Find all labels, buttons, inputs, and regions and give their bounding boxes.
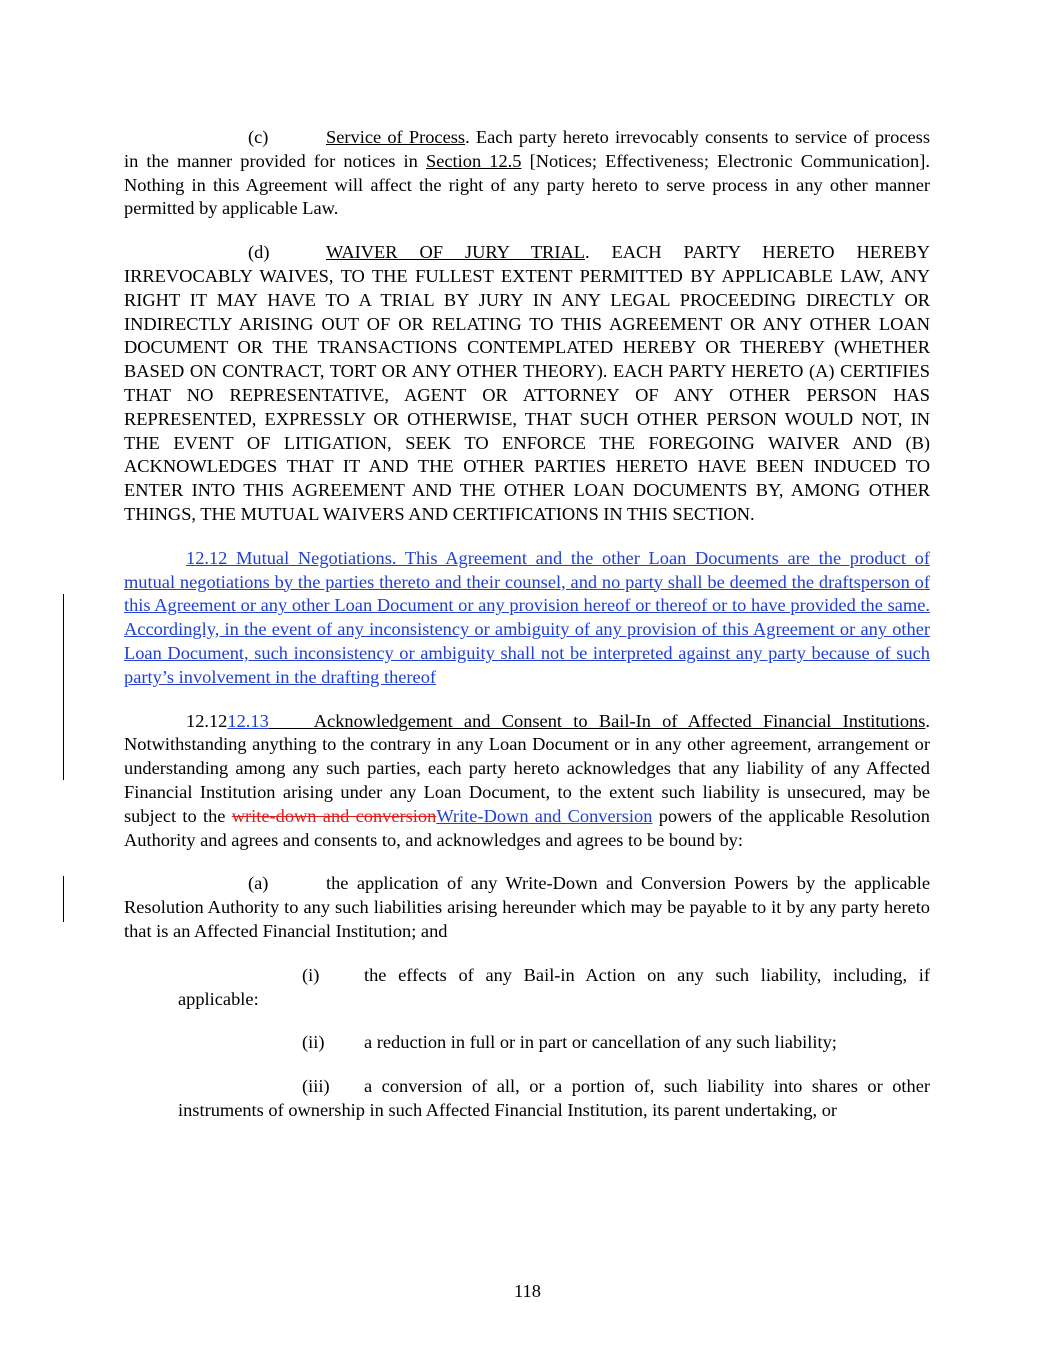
section-new-number: 12.13	[227, 710, 269, 731]
clause-iii	[124, 1075, 930, 1123]
section-c-text-b: [Notices; Effectiveness; Electronic Communication]. Nothing in this Agreement will affect the right of any party hereto to serve process in any other manner permitted by applicable Law.	[124, 150, 930, 219]
section-d-text: . EACH PARTY HERETO HEREBY IRREVOCABLY WAIVES, TO THE FULLEST EXTENT PERMITTED BY APPLICABLE LAW, ANY RIGHT IT MAY HAVE TO A TRIAL BY JURY IN ANY LEGAL PROCEEDING DIRECTLY OR INDIRECTLY ARISING OUT OF OR RELATING TO THIS AGREEMENT OR ANY OTHER LOAN DOCUMENT OR THE TRANSACTIONS CONTEMPLATED HEREBY OR THEREBY (WHETHER BASED ON CONTRACT, TORT OR ANY OTHER THEORY). EACH PARTY HERETO (A) CERTIFIES THAT NO REPRESENTATIVE, AGENT OR ATTORNEY OF ANY OTHER PERSON HAS REPRESENTED, EXPRESSLY OR OTHERWISE, THAT SUCH OTHER PERSON WOULD NOT, IN THE EVENT OF LITIGATION, SEEK TO ENFORCE THE FOREGOING WAIVER AND (B) ACKNOWLEDGES THAT IT AND THE OTHER PARTIES HERETO HAVE BEEN INDUCED TO ENTER INTO THIS AGREEMENT AND THE OTHER LOAN DOCUMENTS BY, AMONG OTHER THINGS, THE MUTUAL WAIVERS AND CERTIFICATIONS IN THIS SECTION.	[124, 242, 931, 524]
page-number: 118	[514, 1281, 541, 1301]
section-c-text-a: . Each party hereto irrevocably consents to service of process in the manner provided for notices in	[124, 127, 930, 171]
document-page	[124, 126, 930, 1123]
section-d-title: WAIVER OF JURY TRIAL	[326, 242, 585, 263]
inserted-text: Write-Down and Conversion	[436, 805, 653, 826]
section-12-5-link[interactable]: Section 12.5	[425, 150, 522, 171]
section-d	[124, 241, 930, 527]
change-bar-1	[63, 594, 64, 780]
clause-a	[124, 872, 930, 943]
change-bar-2	[63, 876, 64, 922]
section-c-label: (c)	[248, 127, 269, 147]
clause-i	[124, 964, 930, 1012]
section-12-13-text-b: powers of the applicable Resolution Authority and agrees and consents to, and acknowledges and agrees to be bound by:	[124, 805, 931, 850]
clause-i-label: (i)	[302, 964, 320, 985]
clause-i-text: the effects of any Bail-in Action on any such liability, including, if applicable:	[178, 964, 930, 1009]
section-c	[124, 126, 930, 221]
section-c-title: Service of Process	[326, 127, 466, 147]
clause-ii-label: (ii)	[302, 1032, 325, 1053]
section-12-13-text-a: . Notwithstanding anything to the contrary in any Loan Document or in any other agreement, arrangement or understanding among any such parties, each party hereto acknowledges that any liability of any Affected Financial Institution arising under any Loan Document, to the extent such liability is unsecured, may be subject to the	[124, 710, 931, 826]
section-12-13	[124, 710, 930, 853]
section-12-13-title: Acknowledgement and Consent to Bail-In of Affected Financial Institutions	[313, 710, 926, 731]
deleted-text: write-down and conversion	[231, 805, 437, 826]
section-old-number: 12.12	[186, 710, 228, 731]
clause-iii-label: (iii)	[302, 1076, 330, 1097]
clause-a-label: (a)	[248, 873, 269, 894]
section-d-label: (d)	[248, 242, 270, 263]
clause-ii-text: a reduction in full or in part or cancellation of any such liability;	[364, 1032, 837, 1053]
section-12-12-inserted: 12.12 Mutual Negotiations. This Agreement and the other Loan Documents are the product of mutual negotiations by the parties thereto and their counsel, and no party shall be deemed the draftsperson of this Agreement or any other Loan Document or any provision hereof or thereof or to have provided the same. Accordingly, in the event of any inconsistency or ambiguity of any provision of this Agreement or any other Loan Document, such inconsistency or ambiguity shall not be interpreted against any party because of such party’s involvement in the drafting thereof	[124, 547, 930, 687]
clause-iii-text: a conversion of all, or a portion of, such liability into shares or other instruments of ownership in such Affected Financial Institution, its parent undertaking, or	[178, 1076, 930, 1120]
clause-ii	[124, 1031, 930, 1055]
clause-a-text: the application of any Write-Down and Conversion Powers by the applicable Resolution Authority to any such liabilities arising hereunder which may be payable to it by any party hereto that is an Affected Financial Institution; and	[124, 873, 930, 941]
